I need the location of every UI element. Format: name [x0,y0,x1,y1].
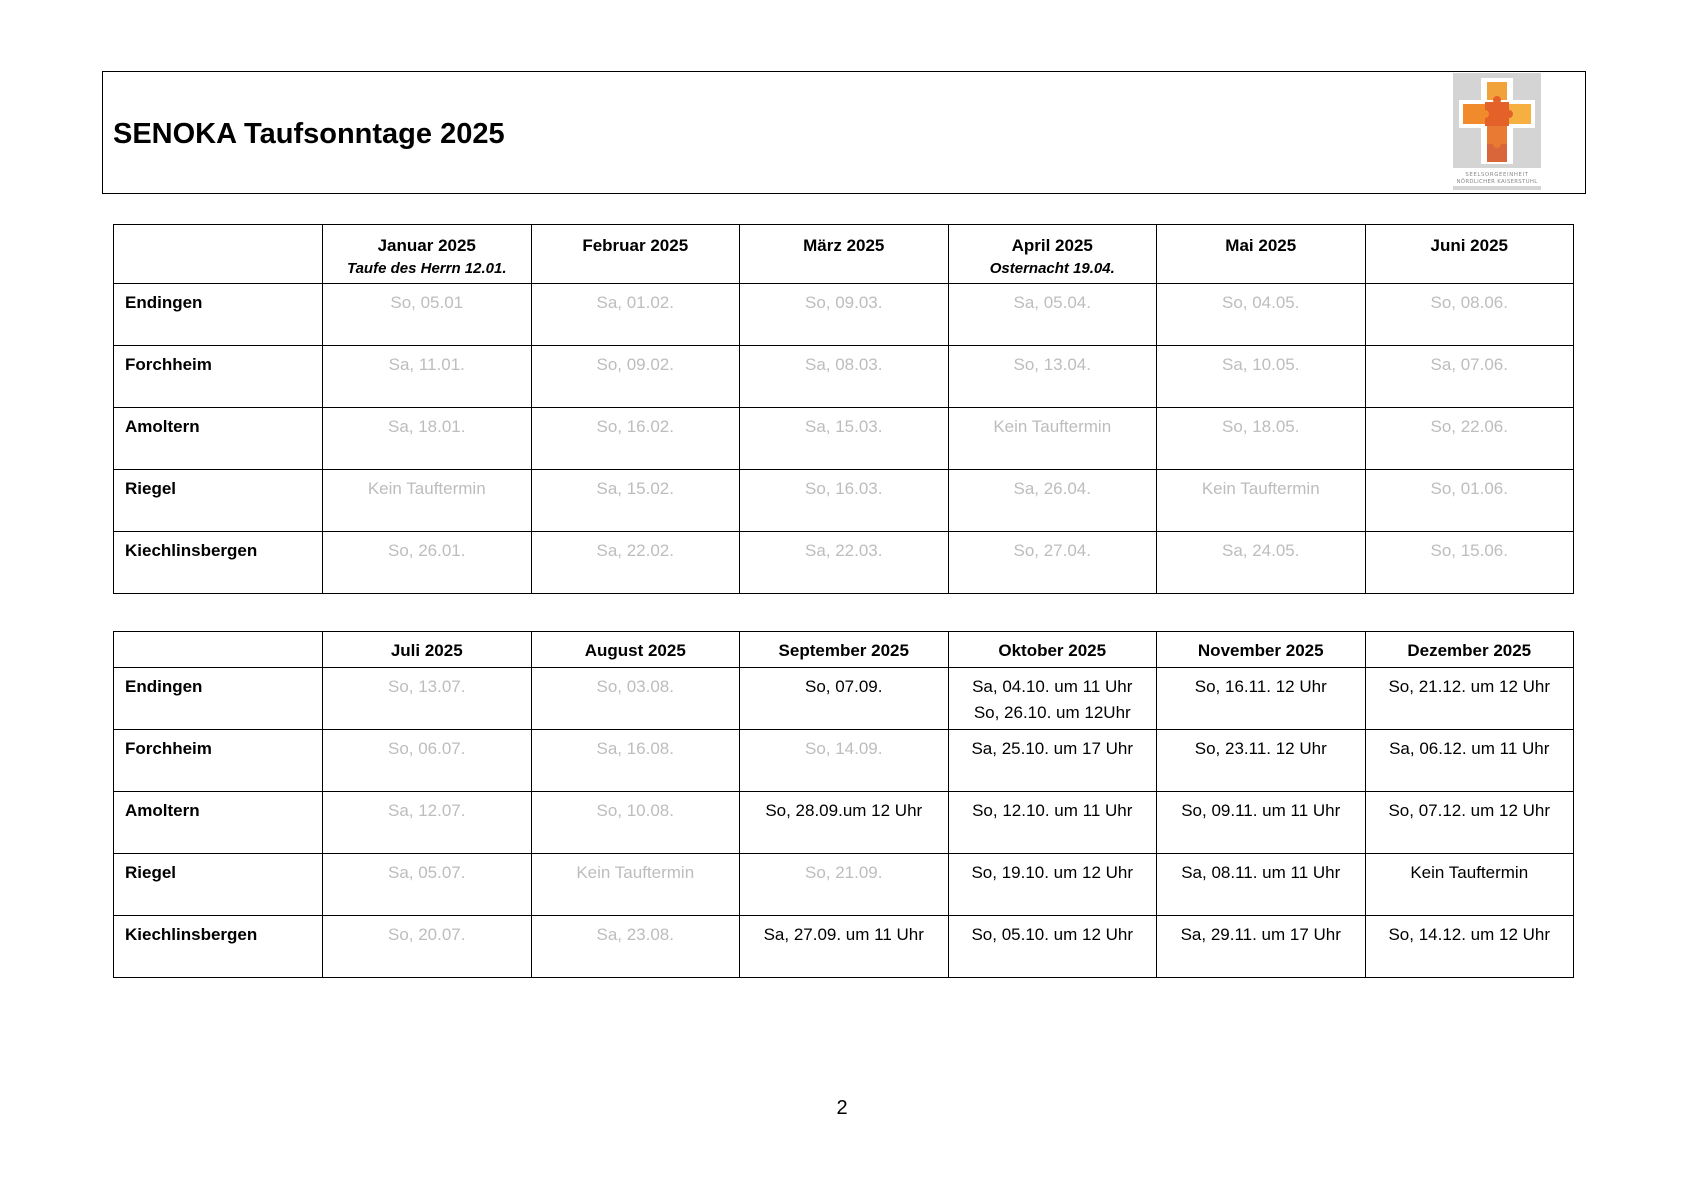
table-header-row [114,632,1574,668]
seelsorgeeinheit-logo [1449,72,1545,193]
month-header: Februar 2025 [531,225,740,284]
table-row [114,854,1574,916]
date-cell: So, 13.07. [323,668,532,730]
place-name: Riegel [114,470,323,532]
place-name: Endingen [114,668,323,730]
page-number: 2 [836,1097,848,1119]
table-row [114,730,1574,792]
table-row [114,792,1574,854]
date-cell: So, 16.02. [531,408,740,470]
schedule-table-second-half [113,631,1574,978]
date-cell: Sa, 08.11. um 11 Uhr [1157,854,1366,916]
date-cell: So, 26.01. [323,532,532,594]
date-cell: Sa, 29.11. um 17 Uhr [1157,916,1366,978]
table-row [114,470,1574,532]
table-header-row [114,225,1574,284]
date-cell: Sa, 16.08. [531,730,740,792]
logo-text-line2: NÖRDLICHER KAISERSTUHL [1456,179,1538,185]
date-cell: Sa, 11.01. [323,346,532,408]
date-cell: Sa, 26.04. [948,470,1157,532]
month-header: Januar 2025 Taufe des Herrn 12.01. [323,225,532,284]
place-name: Riegel [114,854,323,916]
date-cell: So, 15.06. [1365,532,1574,594]
month-header: Juni 2025 [1365,225,1574,284]
date-cell: So, 22.06. [1365,408,1574,470]
date-cell: So, 04.05. [1157,284,1366,346]
date-cell: Sa, 07.06. [1365,346,1574,408]
month-header: November 2025 [1157,632,1366,668]
date-cell: So, 10.08. [531,792,740,854]
month-header: Mai 2025 [1157,225,1366,284]
page-title: SENOKA Taufsonntage 2025 [113,118,505,150]
date-cell: Sa, 08.03. [740,346,949,408]
date-cell: So, 16.11. 12 Uhr [1157,668,1366,730]
month-header: August 2025 [531,632,740,668]
date-cell: Sa, 05.04. [948,284,1157,346]
date-cell: So, 09.11. um 11 Uhr [1157,792,1366,854]
no-appointment-cell: Kein Tauftermin [1365,854,1574,916]
no-appointment-cell: Kein Tauftermin [323,470,532,532]
date-cell: Sa, 01.02. [531,284,740,346]
date-cell: Sa, 27.09. um 11 Uhr [740,916,949,978]
place-name: Endingen [114,284,323,346]
table-row [114,284,1574,346]
logo-text-line1: SEELSORGEEINHEIT [1465,172,1529,178]
no-appointment-cell: Kein Tauftermin [1157,470,1366,532]
date-cell: So, 27.04. [948,532,1157,594]
table-row [114,408,1574,470]
date-cell: So, 13.04. [948,346,1157,408]
date-cell: So, 28.09.um 12 Uhr [740,792,949,854]
date-cell: Sa, 23.08. [531,916,740,978]
date-cell: Sa, 15.03. [740,408,949,470]
date-cell: So, 08.06. [1365,284,1574,346]
corner-cell [114,225,323,284]
date-cell: Sa, 25.10. um 17 Uhr [948,730,1157,792]
month-header: September 2025 [740,632,949,668]
corner-cell [114,632,323,668]
date-cell: So, 23.11. 12 Uhr [1157,730,1366,792]
date-cell: Sa, 10.05. [1157,346,1366,408]
date-cell: So, 20.07. [323,916,532,978]
schedule-table-first-half [113,224,1574,594]
place-name: Forchheim [114,730,323,792]
date-cell: Sa, 12.07. [323,792,532,854]
date-cell: So, 12.10. um 11 Uhr [948,792,1157,854]
place-name: Kiechlinsbergen [114,532,323,594]
date-cell: Sa, 06.12. um 11 Uhr [1365,730,1574,792]
date-cell: Sa, 15.02. [531,470,740,532]
place-name: Amoltern [114,408,323,470]
month-header: Juli 2025 [323,632,532,668]
month-header: April 2025 Osternacht 19.04. [948,225,1157,284]
place-name: Amoltern [114,792,323,854]
month-header: Oktober 2025 [948,632,1157,668]
date-cell: So, 06.07. [323,730,532,792]
date-cell: So, 05.10. um 12 Uhr [948,916,1157,978]
date-cell: Sa, 05.07. [323,854,532,916]
header-box [102,71,1586,194]
date-cell: Sa, 24.05. [1157,532,1366,594]
date-cell: So, 18.05. [1157,408,1366,470]
table-row [114,532,1574,594]
table-row [114,668,1574,730]
date-cell: Sa, 22.02. [531,532,740,594]
place-name: Kiechlinsbergen [114,916,323,978]
date-cell: Sa, 18.01. [323,408,532,470]
month-header: Dezember 2025 [1365,632,1574,668]
date-cell: So, 07.12. um 12 Uhr [1365,792,1574,854]
date-cell: So, 05.01 [323,284,532,346]
date-cell: So, 19.10. um 12 Uhr [948,854,1157,916]
month-header: März 2025 [740,225,949,284]
no-appointment-cell: Kein Tauftermin [531,854,740,916]
table-row [114,346,1574,408]
date-cell: So, 14.09. [740,730,949,792]
date-cell: So, 21.12. um 12 Uhr [1365,668,1574,730]
date-cell: So, 09.02. [531,346,740,408]
table-row [114,916,1574,978]
date-cell: So, 14.12. um 12 Uhr [1365,916,1574,978]
date-cell: So, 07.09. [740,668,949,730]
date-cell-two-dates: Sa, 04.10. um 11 Uhr So, 26.10. um 12Uhr [948,668,1157,730]
date-cell: So, 09.03. [740,284,949,346]
place-name: Forchheim [114,346,323,408]
date-cell: So, 21.09. [740,854,949,916]
date-cell: So, 01.06. [1365,470,1574,532]
no-appointment-cell: Kein Tauftermin [948,408,1157,470]
date-cell: Sa, 22.03. [740,532,949,594]
date-cell: So, 16.03. [740,470,949,532]
date-cell: So, 03.08. [531,668,740,730]
